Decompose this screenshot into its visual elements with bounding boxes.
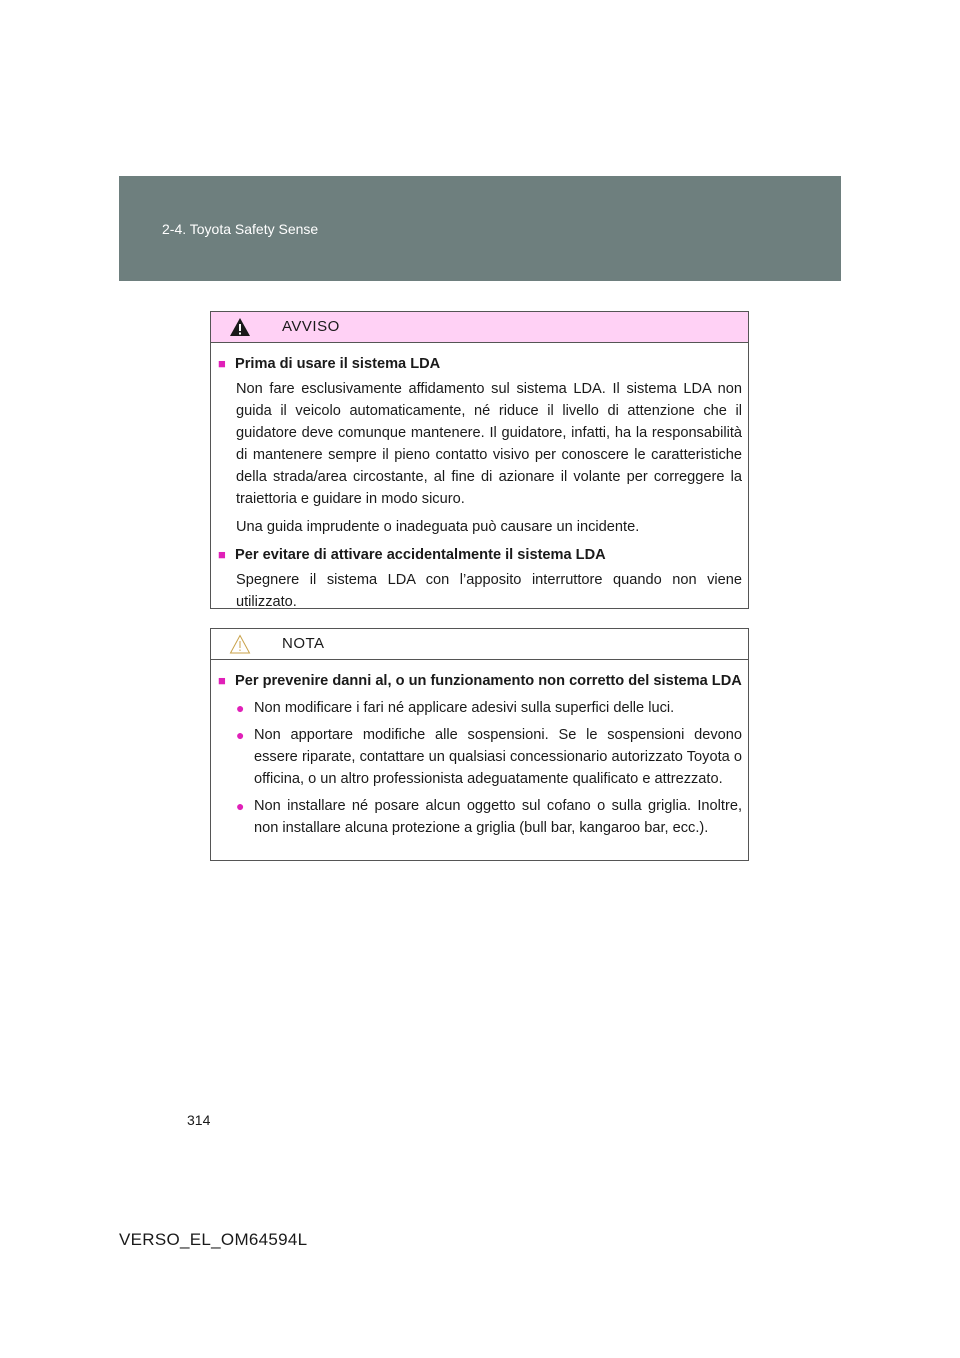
note-title: NOTA — [282, 635, 325, 652]
warning-box — [210, 311, 749, 609]
warning-paragraph: Una guida imprudente o inadeguata può causare un incidente. — [236, 519, 640, 535]
circle-bullet-icon: ● — [236, 727, 245, 743]
list-item: ● Non modificare i fari né applicare adesivi sulla superfici delle luci. — [236, 697, 742, 719]
header-band — [119, 176, 841, 281]
warning-paragraph: Non fare esclusivamente affidamento sul sistema LDA. Il sistema LDA non guida il veicolo automaticamente, né riduce il livello di attenzione che il guidatore deve comunque mantenere. Il guidatore, infatti, ha la responsabilità di mantenere sempre il pieno contatto visivo per conoscere le caratteristiche della strada/area circostante, al fine di azionare il volante per correggere la traiettoria e guidare in modo sicuro. — [236, 381, 742, 507]
document-code: VERSO_EL_OM64594L — [119, 1230, 308, 1249]
list-item: ● Non installare né posare alcun oggetto sul cofano o sulla griglia. Inoltre, non installare alcuna protezione a griglia (bull bar, kangaroo bar, ecc.). — [236, 795, 742, 839]
circle-bullet-icon: ● — [236, 700, 245, 716]
warning-header — [211, 312, 748, 343]
caution-triangle-icon — [229, 634, 251, 654]
note-body — [211, 660, 748, 849]
note-header — [211, 629, 748, 660]
note-box — [210, 628, 749, 861]
warning-heading-1: ■ Prima di usare il sistema LDA — [218, 353, 742, 375]
warning-paragraph: Spegnere il sistema LDA con l’apposito interruttore quando non viene utilizzato. — [236, 572, 742, 610]
note-heading: ■ Per prevenire danni al, o un funzionamento non corretto del sistema LDA — [218, 670, 742, 692]
page-number: 314 — [187, 1112, 211, 1128]
square-bullet-icon: ■ — [218, 547, 226, 562]
section-title: 2-4. Toyota Safety Sense — [162, 221, 319, 237]
warning-title: AVVISO — [282, 318, 340, 335]
square-bullet-icon: ■ — [218, 356, 226, 371]
square-bullet-icon: ■ — [218, 673, 226, 688]
warning-heading-2: ■ Per evitare di attivare accidentalmente il sistema LDA — [218, 544, 742, 566]
list-item: ● Non apportare modifiche alle sospensioni. Se le sospensioni devono essere riparate, contattare un qualsiasi concessionario autorizzato Toyota o officina, o un altro professionista adeguatamente qualificato e attrezzato. — [236, 724, 742, 790]
warning-body — [211, 343, 748, 623]
warning-triangle-icon — [229, 317, 251, 337]
circle-bullet-icon: ● — [236, 798, 245, 814]
